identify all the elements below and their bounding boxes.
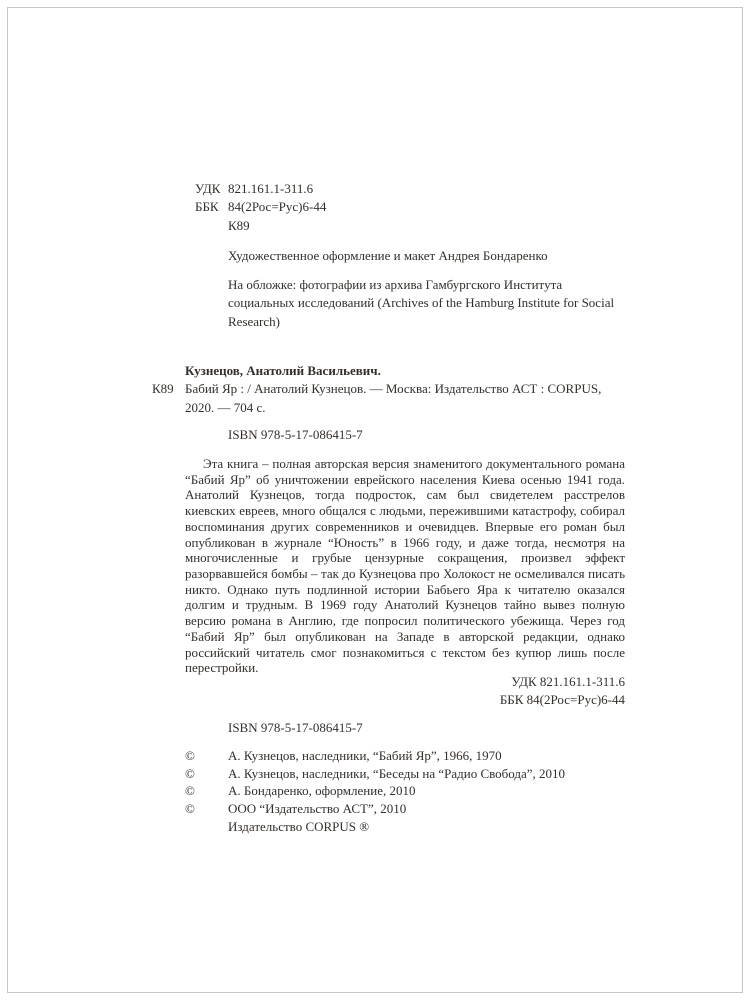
cover-credit: На обложке: фотографии из архива Гамбургского Института социальных исследований (Archives of the Hamburg Institute for Social Research)	[228, 277, 615, 329]
catalog-entry	[152, 362, 625, 417]
copyright-row	[185, 818, 625, 836]
bibliographic-entry	[152, 380, 625, 417]
design-credit: Художественное оформление и макет Андрея Бондаренко	[228, 248, 548, 263]
bbk-row	[195, 198, 635, 216]
bbk-label: ББК	[195, 199, 219, 215]
copyright-symbol: ©	[185, 748, 195, 763]
copyright-row	[185, 800, 625, 818]
copyright-text: А. Кузнецов, наследники, “Беседы на “Радио Свобода”, 2010	[228, 765, 566, 781]
isbn-top: ISBN 978-5-17-086415-7	[228, 427, 363, 442]
author-sign: К89	[228, 217, 250, 233]
copyright-symbol: ©	[185, 783, 195, 799]
cataloging-codes-top	[195, 180, 635, 235]
annotation-text: Эта книга – полная авторская версия знаменитого документального романа “Бабий Яр” об уничтожении еврейского населения Киева осенью 1941 года. Анатолий Кузнецов, тогда подросток, сам был свидетелем расстрелов киевских евреев, много общался с людьми, пережившими катастрофу, собирал воспоминания других современников и очевидцев. Впервые его роман был опубликован в журнале “Юность” в 1966 году, и даже тогда, несмотря на многочисленные и грубые цензурные сокращения, произвел эффект разорвавшейся бомбы – так до Кузнецова про Холокост не осмеливался писать никто. Однако путь подлинной истории Бабьего Яра к читателю оказался долгим и трудным. В 1969 году Анатолий Кузнецов тайно вывез полную версию романа в Англию, где попросил политического убежища. Через год “Бабий Яр” был опубликован на Западе в авторской редакции, однако российский читатель смог познакомиться с текстом без купюр лишь после перестройки.	[185, 456, 625, 676]
bbk-bottom: ББК 84(2Рос=Рус)6-44	[499, 692, 625, 708]
copyright-text: А. Кузнецов, наследники, “Бабий Яр”, 1966, 1970	[228, 748, 502, 763]
author-sign-row	[195, 217, 635, 235]
copyright-symbol	[185, 818, 228, 836]
copyright-list	[185, 747, 625, 835]
copyright-symbol: ©	[185, 765, 195, 781]
copyright-text: А. Бондаренко, оформление, 2010	[228, 783, 416, 799]
copyright-text: ООО “Издательство АСТ”, 2010	[228, 801, 407, 817]
entry-catalog-code: К89	[152, 381, 174, 397]
entry-author-name: Кузнецов, Анатолий Васильевич.	[185, 363, 381, 378]
udk-label: УДК	[195, 181, 221, 196]
annotation-block	[185, 456, 625, 676]
udk-value: 821.161.1-311.6	[228, 181, 314, 196]
udk-bottom: УДК 821.161.1-311.6	[511, 674, 625, 689]
entry-text: Бабий Яр : / Анатолий Кузнецов. — Москва: Издательство АСТ : CORPUS, 2020. — 704 с.	[185, 381, 602, 415]
copyright-symbol: ©	[185, 801, 195, 817]
copyright-row	[185, 782, 625, 800]
udk-row	[195, 180, 635, 198]
bbk-value: 84(2Рос=Рус)6-44	[228, 199, 327, 215]
copyright-row	[185, 747, 625, 765]
copyright-text: Издательство CORPUS ®	[228, 818, 370, 834]
isbn-bottom: ISBN 978-5-17-086415-7	[228, 720, 363, 735]
copyright-row	[185, 765, 625, 783]
author-sign-spacer	[195, 217, 228, 235]
cataloging-codes-bottom	[185, 673, 625, 710]
